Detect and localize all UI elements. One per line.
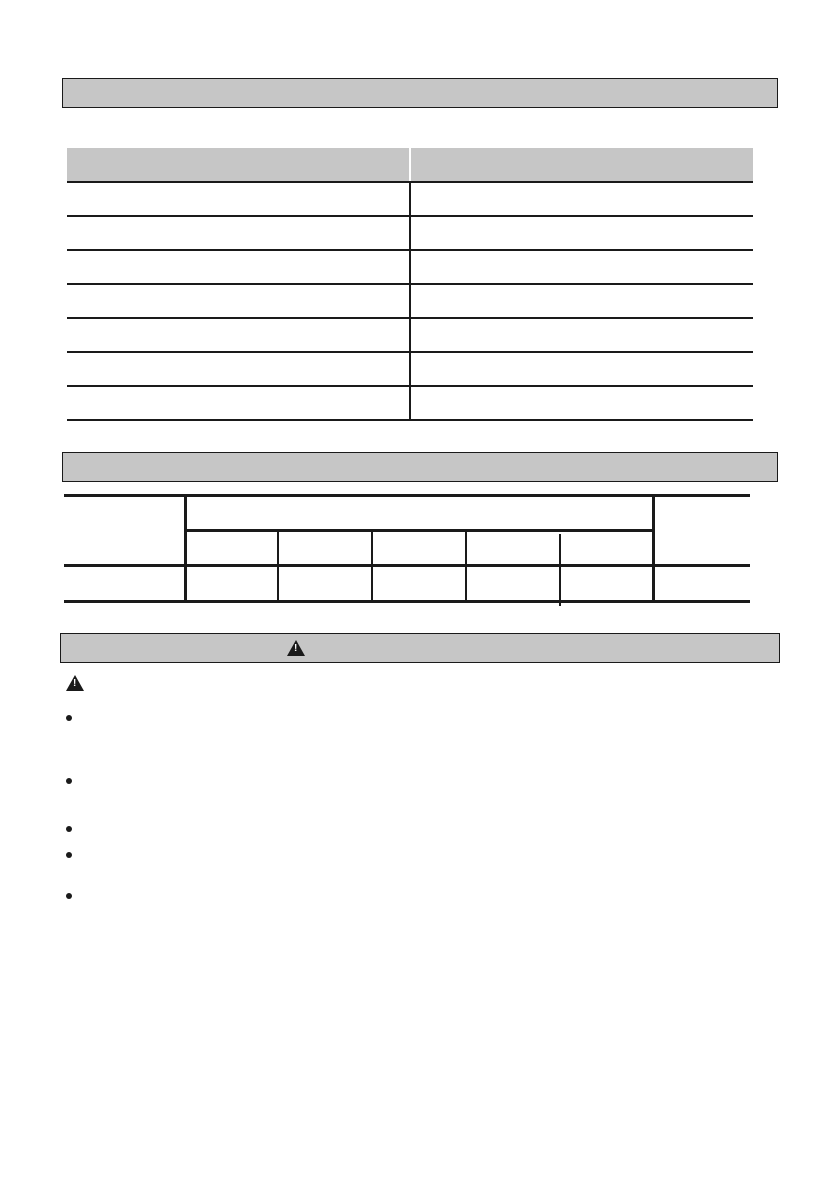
bullet-icon [66,826,72,832]
spec-row [67,319,753,353]
specifications-table-header [67,148,753,183]
bullet-icon [66,893,72,899]
spec-header-cell [67,148,411,181]
spec-value [411,183,753,215]
spec-label [67,319,411,351]
spec-label [67,217,411,249]
list-item [66,886,776,899]
spec-value [411,387,753,419]
bullet-icon [66,715,72,721]
spec-row [67,353,753,387]
warning-icon [287,640,305,656]
table-rule-vertical [559,534,561,606]
list-item [66,708,776,721]
bullet-icon [66,778,72,784]
warning-icon [66,675,84,691]
specifications-table [67,148,753,421]
table-rule-vertical [184,494,187,603]
list-item [66,771,776,784]
spec-row [67,387,753,421]
spec-label [67,353,411,385]
cleaning-table [64,494,750,604]
table-rule-header-bottom [64,564,750,567]
specifications-section-header [62,78,778,108]
table-rule-bottom [64,600,750,603]
spec-row [67,285,753,319]
spec-value [411,251,753,283]
table-rule-vertical [371,530,373,603]
spec-value [411,285,753,317]
spec-header-cell [411,148,753,181]
spec-label [67,251,411,283]
spec-label [67,387,411,419]
spec-label [67,285,411,317]
cleaning-section-header [62,452,778,482]
table-rule-group [185,529,653,532]
warnings-section-header [60,633,780,663]
spec-value [411,217,753,249]
table-rule-vertical [277,530,279,603]
table-rule-top [64,494,750,497]
table-rule-vertical [465,530,467,603]
spec-label [67,183,411,215]
list-item [66,845,776,858]
spec-value [411,353,753,385]
table-rule-vertical [652,494,655,603]
spec-row [67,217,753,251]
list-item [66,819,776,832]
bullet-icon [66,852,72,858]
warning-intro [66,675,92,691]
spec-row [67,251,753,285]
spec-row [67,183,753,217]
spec-value [411,319,753,351]
